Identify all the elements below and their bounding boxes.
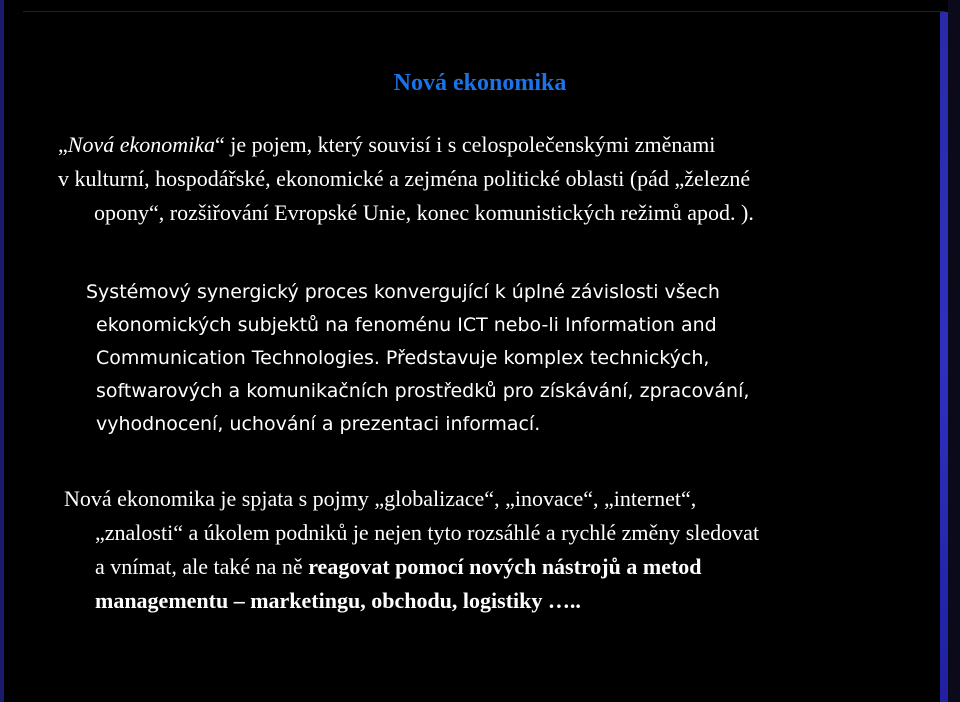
ict-line-5: vyhodnocení, uchování a prezentaci informací.	[96, 413, 541, 435]
ict-line-3: Communication Technologies. Představuje komplex technických,	[96, 347, 710, 369]
intro-line-1	[58, 128, 878, 162]
ict-line-1: Systémový synergický proces konvergující k úplné závislosti všech	[86, 281, 720, 303]
ict-line-2: ekonomických subjektů na fenoménu ICT nebo-li Information and	[96, 314, 717, 336]
concepts-line-3	[64, 550, 904, 584]
paragraph-ict	[86, 276, 886, 441]
concepts-line-3-plain: a vnímat, ale také na ně	[95, 554, 309, 579]
paragraph-concepts	[64, 482, 904, 618]
left-edge-decoration	[0, 0, 4, 702]
page-title: Nová ekonomika	[393, 70, 567, 96]
concepts-line-1: Nová ekonomika je spjata s pojmy „globalizace“, „inovace“, „internet“,	[64, 486, 697, 511]
top-bar-decoration	[23, 0, 945, 12]
right-edge-decoration	[940, 12, 948, 702]
concepts-line-2: „znalosti“ a úkolem podniků je nejen tyto rozsáhlé a rychlé změny sledovat	[95, 520, 760, 545]
intro-line-3: opony“, rozšiřování Evropské Unie, konec komunistických režimů apod. ).	[94, 200, 754, 225]
intro-italic-term: Nová ekonomika	[67, 132, 215, 157]
right-edge-shadow	[948, 0, 960, 702]
concepts-line-4-bold: managementu – marketingu, obchodu, logistiky …..	[95, 588, 581, 613]
intro-line-1-rest: “ je pojem, který souvisí i s celospolečenskými změnami	[215, 132, 716, 157]
open-quote: „	[58, 132, 68, 157]
intro-line-2: v kulturní, hospodářské, ekonomické a zejména politické oblasti (pád „železné	[58, 166, 751, 191]
concepts-line-3-bold: reagovat pomocí nových nástrojů a metod	[308, 554, 702, 579]
ict-line-4: softwarových a komunikačních prostředků pro získávání, zpracování,	[96, 380, 750, 402]
paragraph-intro	[58, 128, 878, 230]
